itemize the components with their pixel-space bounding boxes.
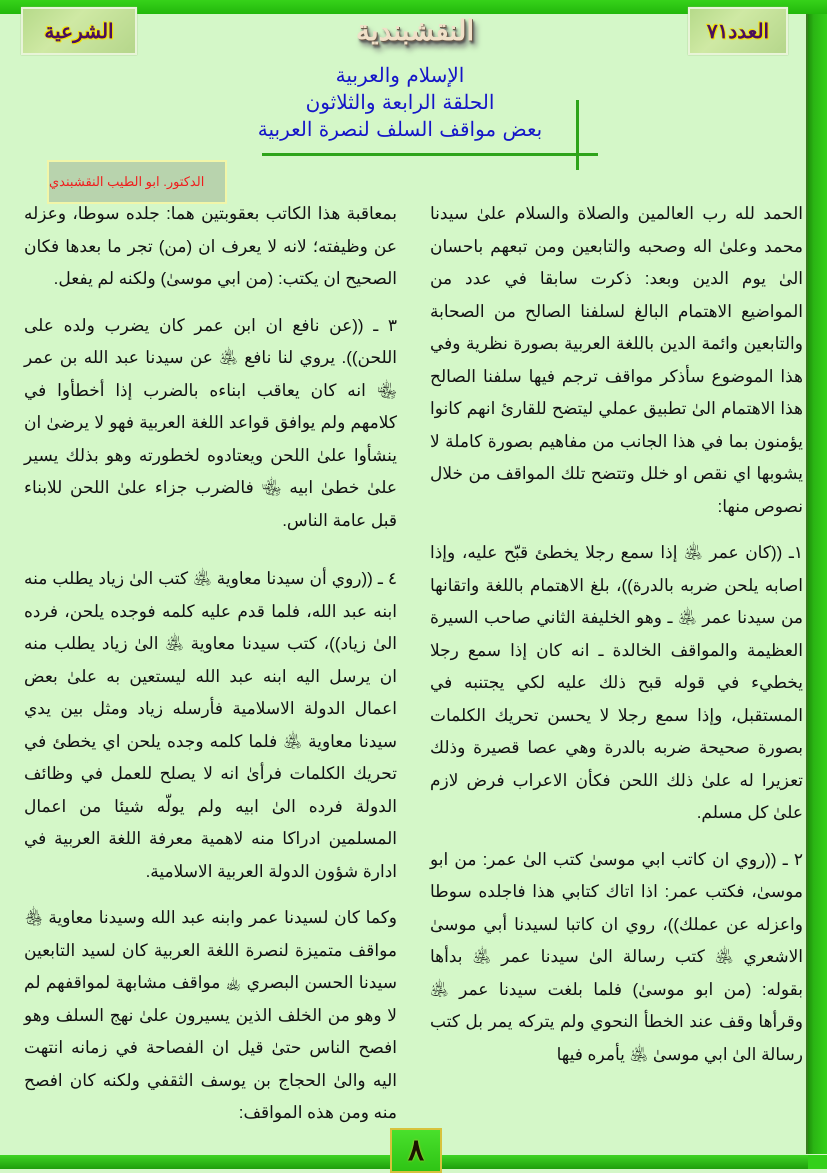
article-title-main: الإسلام والعربية xyxy=(335,63,465,87)
paragraph-item-3: ٣ ـ ((عن نافع ان ابن عمر كان يضرب ولده على اللحن)). يروي لنا نافع ﵁ عن سيدنا عبد الله بن عمر ﵄ انه كان يعاقب ابناءه بالضرب إذا أخطأوا في كلامهم ولم يوافق قواعد اللغة العربية فهو لا يرضىٰ ان ينشأوا علىٰ اللحن ويعتادوه لخطورته وهو بذلك يسير علىٰ خطىٰ ابيه ﵄ فالضرب جزاء علىٰ اللحن للابناء قبل عامة الناس. xyxy=(24,315,397,530)
page-number: ٨ xyxy=(390,1128,442,1173)
bottom-frame-corner xyxy=(808,1155,827,1169)
paragraph-item-2-continued: بمعاقبة هذا الكاتب بعقوبتين هما: جلده سوطا، وعزله عن وظيفته؛ لانه لا يعرف ان (من) تجر ما بعدها فكان الصحيح ان يكتب: (من ابي موسىٰ) ولكنه لم يفعل. xyxy=(24,204,397,288)
magazine-logo: النقشبندية xyxy=(355,14,475,47)
right-column xyxy=(430,198,803,1071)
paragraph-item-1: ١ـ ((كان عمر ﵁ إذا سمع رجلا يخطئ قبّح عليه، وإذا اصابه يلحن ضربه بالدرة))، بلغ الاهتمام باللغة واتقانها من سيدنا عمر ﵁ ـ وهو الخليفة الثاني صاحب السيرة العظيمة والمواقف الخالدة ـ انه كان إذا سمع رجلا يخطيء في قوله قبح ذلك عليه لكي يجتنبه في المستقبل، وإذا سمع رجلا لا يحسن تحريك الكلمات بصورة صحيحة ضربه بالدرة وهي عصا قصيرة وذلك تعزيرا له علىٰ ذلك اللحن فكأن الاعراب فرض لازم علىٰ كل مسلم. xyxy=(430,543,803,822)
article-title-episode: الحلقة الرابعة والثلاثون xyxy=(305,90,495,114)
right-frame-bar xyxy=(806,14,827,1154)
title-underline xyxy=(262,153,598,156)
paragraph-item-4: ٤ ـ ((روي أن سيدنا معاوية ﵁ كتب الىٰ زياد يطلب منه ابنه عبد الله، فلما قدم عليه كلمه فوجده يلحن، فرده الىٰ زياد))، كتب سيدنا معاوية ﵁ الىٰ زياد يطلب منه ان يرسل اليه ابنه عبد الله ليستعين به علىٰ بعض اعمال الدولة الاسلامية فأرسله زياد ومثل بين يدي سيدنا معاوية ﵁ فلما كلمه وجده يلحن اي يخطئ في تحريك الكلمات فرأىٰ انه لا يصلح للعمل في وظائف الدولة فرده الىٰ ابيه ولم يولّه شيئا من اعمال المسلمين ادراكا منه لاهمية معرفة اللغة العربية في ادارة شؤون الدولة العربية الاسلامية. xyxy=(24,569,397,881)
paragraph-closing: وكما كان لسيدنا عمر وابنه عبد الله وسيدنا معاوية ﵃ مواقف متميزة لنصرة اللغة العربية كان لسيد التابعين سيدنا الحسن البصري ﵀ مواقف مشابهة لمواقفهم لم لا وهو من الخلف الذين يسيرون علىٰ نهج السلف وهو افصح الناس حتىٰ قيل ان الفصاحة في زمانه انتهت اليه والىٰ الحجاج بن يوسف الثقفي ولكنه كان افصح منه ومن هذه المواقف: xyxy=(24,908,397,1122)
article-title-subtitle: بعض مواقف السلف لنصرة العربية xyxy=(257,117,543,141)
section-label: الشرعية xyxy=(21,7,137,55)
author-byline: الدكتور. ابو الطيب النقشبندي xyxy=(47,160,227,204)
left-column xyxy=(24,198,397,1130)
article-titles xyxy=(200,62,600,143)
issue-label: العدد٧١ xyxy=(688,7,788,55)
paragraph-item-2: ٢ ـ ((روي ان كاتب ابي موسىٰ كتب الىٰ عمر: من ابو موسىٰ، فكتب عمر: اذا اتاك كتابي هذا فاجلده سوطا واعزله عن عملك))، روي ان كاتبا لسيدنا أبي موسىٰ الاشعري ﵁ كتب رسالة الىٰ سيدنا عمر ﵁ بدأها بقوله: (من ابو موسىٰ) فلما بلغت سيدنا عمر ﵁ وقرأها وقف عند الخطأ النحوي ولم يتركه يمر بل كتب رسالة الىٰ ابي موسىٰ ﵁ يأمره فيها xyxy=(430,849,803,1064)
title-vertical-rule xyxy=(576,100,579,170)
paragraph-intro: الحمد لله رب العالمين والصلاة والسلام علىٰ سيدنا محمد وعلىٰ اله وصحبه والتابعين ومن تبعهم باحسان الىٰ يوم الدين وبعد: ذكرت سابقا في عدد من المواضيع الاهتمام البالغ لسلفنا الصالح من الصحابة والتابعين وائمة الدين باللغة العربية بصورة نظرية وفي هذا الموضوع سأذكر مواقف ترجم فيها سلفنا الصالح هذا الاهتمام الىٰ تطبيق عملي ليتضح للقارئ انهم كانوا يؤمنون بما في هذا الجانب من مفاهيم بصورة كاملة لا يشوبها اي نقص او خلل وتتضح تلك المواقف من خلال نصوص منها: xyxy=(430,204,803,516)
